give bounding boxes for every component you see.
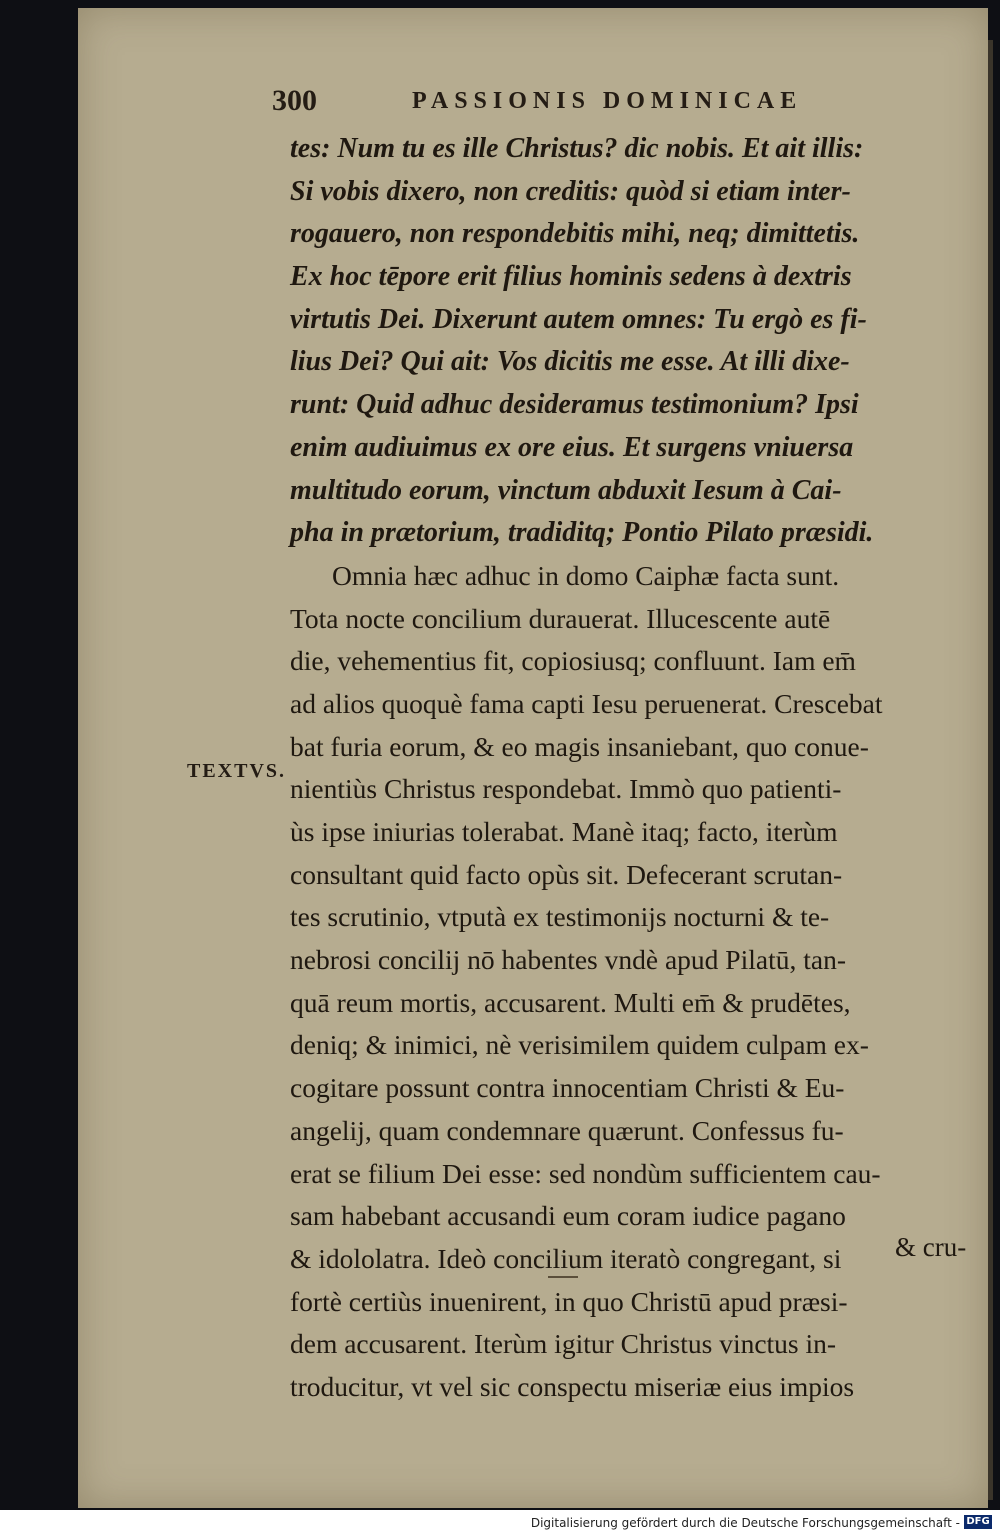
running-title: PASSIONIS DOMINICAE (412, 88, 803, 114)
text-line: Tota nocte concilium durauerat. Illucescente autē (290, 602, 831, 634)
bottom-rule (548, 1276, 578, 1278)
text-line: nebrosi concilij nō habentes vndè apud Pilatū, tan- (290, 944, 846, 976)
text-line: Si vobis dixero, non creditis: quòd si etiam inter- (290, 175, 851, 207)
text-line: Ex hoc tēpore erit filius hominis sedens à dextris (290, 261, 852, 293)
footer-credit: Digitalisierung gefördert durch die Deutsche Forschungsgemeinschaft - (530, 1516, 960, 1530)
running-head (272, 84, 832, 118)
text-line: & idololatra. Ideò concilium iteratò congregant, si (290, 1242, 842, 1274)
text-line: tes scrutinio, vtputà ex testimonijs nocturni & te- (290, 901, 830, 933)
text-block (290, 128, 970, 1409)
catchword: & cru- (895, 1232, 967, 1262)
text-line: rogauero, non respondebitis mihi, neq; dimittetis. (290, 218, 860, 250)
text-line: deniq; & inimici, nè verisimilem quidem culpam ex- (290, 1029, 869, 1061)
text-line: lius Dei? Qui ait: Vos dicitis me esse. At illi dixe- (290, 346, 850, 378)
text-line: dem accusarent. Iterùm igitur Christus vinctus in- (290, 1328, 837, 1360)
text-line: angelij, quam condemnare quærunt. Confessus fu- (290, 1114, 844, 1146)
text-line: cogitare possunt contra innocentiam Christi & Eu- (290, 1072, 845, 1104)
text-line: nientiùs Christus respondebat. Immò quo patienti- (290, 773, 842, 805)
text-line: die, vehementius fit, copiosiusq; confluunt. Iam em̄ (290, 645, 856, 677)
text-line: multitudo eorum, vinctum abduxit Iesum à Cai- (290, 474, 842, 506)
commentary-passage (290, 555, 970, 1409)
text-line: erat se filium Dei esse: sed nondùm sufficientem cau- (290, 1157, 881, 1189)
text-line: virtutis Dei. Dixerunt autem omnes: Tu ergò es fi- (290, 303, 867, 335)
text-line: quā reum mortis, accusarent. Multi em̄ & prudētes, (290, 986, 851, 1018)
italic-scripture-passage (290, 128, 970, 555)
text-line: runt: Quid adhuc desideramus testimonium? Ipsi (290, 389, 859, 421)
text-line: sam habebant accusandi eum coram iudice pagano (290, 1200, 846, 1232)
text-line: pha in prætorium, tradiditq; Pontio Pilato præsidi. (290, 517, 874, 549)
text-line: bat furia eorum, & eo magis insaniebant, quo conue- (290, 730, 869, 762)
page-number: 300 (272, 84, 317, 117)
digitization-footer (0, 1510, 1000, 1535)
text-line: tes: Num tu es ille Christus? dic nobis. Et ait illis: (290, 133, 864, 164)
text-line: fortè certiùs inuenirent, in quo Christū apud præsi- (290, 1285, 848, 1317)
text-line: troducitur, vt vel sic conspectu miseriæ eius impios (290, 1370, 855, 1402)
margin-note: TEXTVS. (187, 760, 287, 782)
text-line: ùs ipse iniurias tolerabat. Manè itaq; facto, iterùm (290, 816, 838, 847)
text-line: consultant quid facto opùs sit. Defecerant scrutan- (290, 858, 843, 890)
dfg-logo: DFG (964, 1515, 992, 1529)
text-line: ad alios quoquè fama capti Iesu peruenerat. Crescebat (290, 687, 883, 719)
text-line: Omnia hæc adhuc in domo Caiphæ facta sunt. (332, 559, 840, 591)
text-line: enim audiuimus ex ore eius. Et surgens vniuersa (290, 431, 854, 463)
